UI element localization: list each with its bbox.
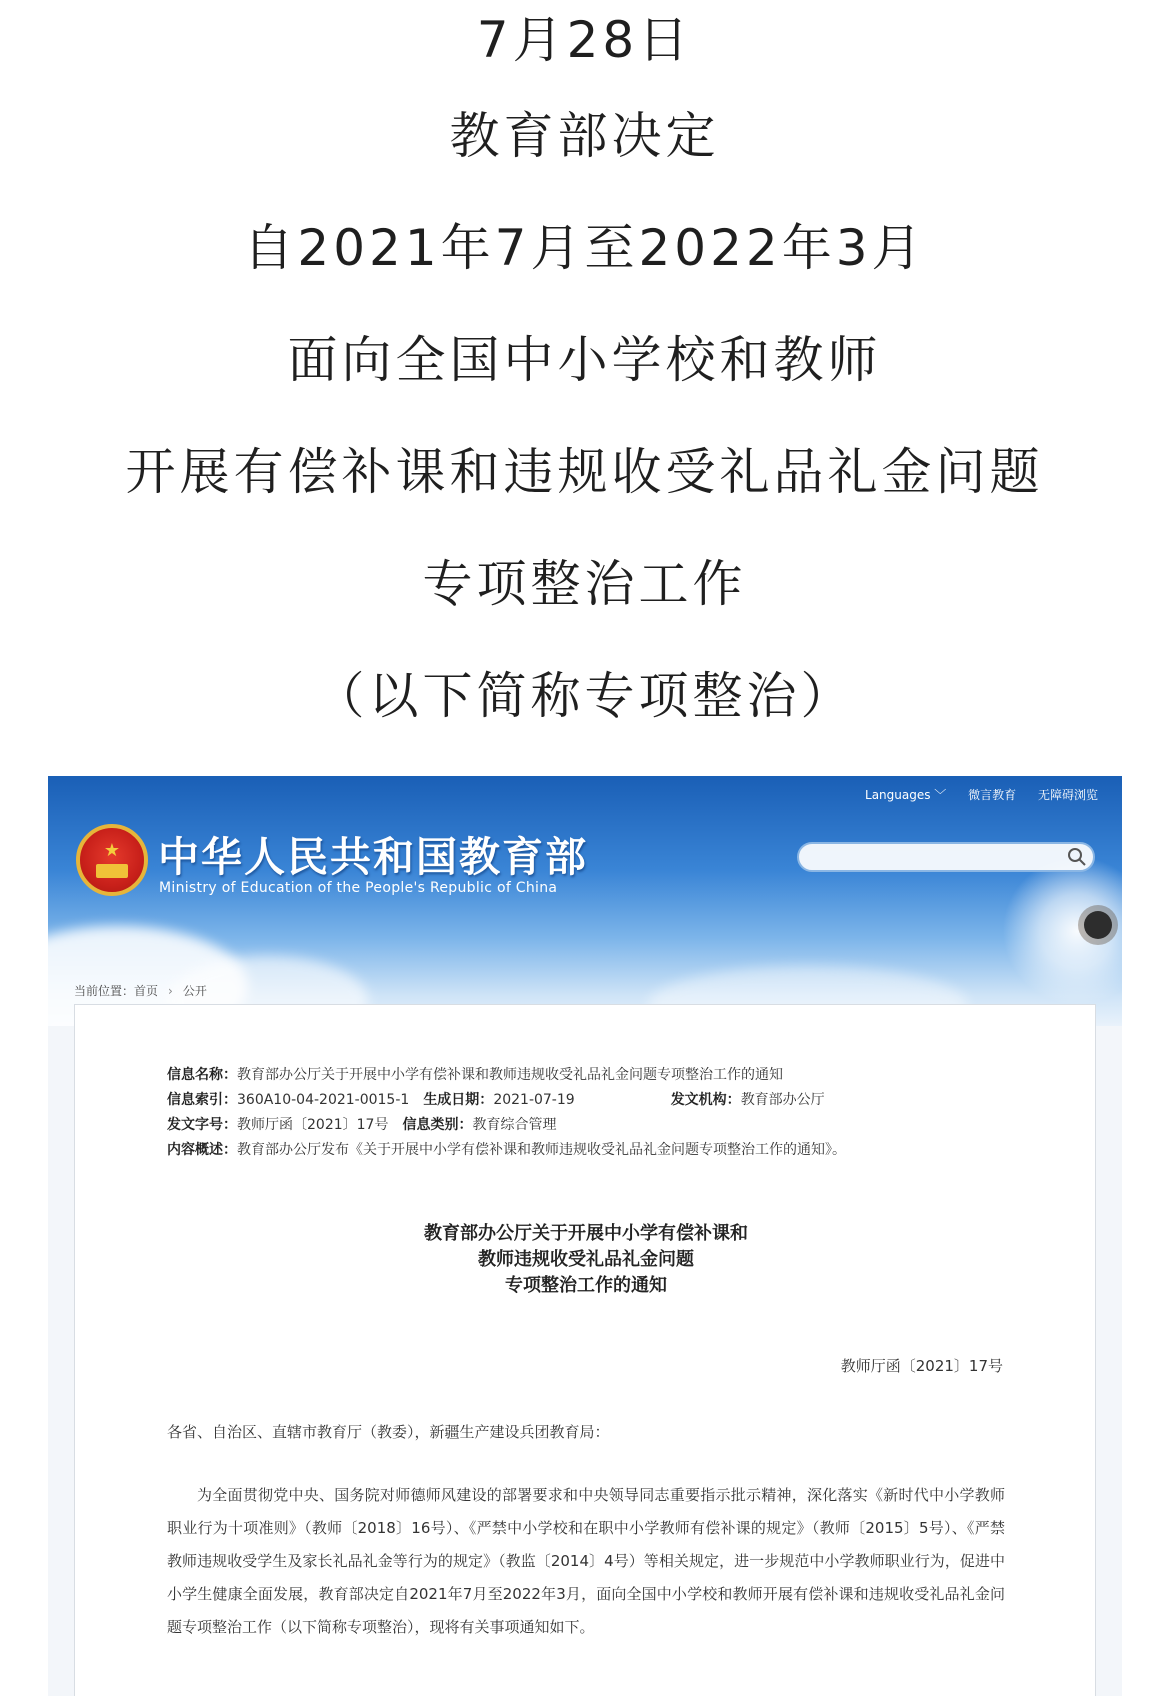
breadcrumb-separator: ›: [168, 984, 173, 998]
meta-date-label: 生成日期：: [423, 1092, 494, 1108]
document-title-line: 教师违规收受礼品礼金问题: [478, 1249, 694, 1270]
headline-line: 面向全国中小学校和教师: [287, 331, 882, 389]
site-title-en: Ministry of Education of the People's Republic of China: [159, 880, 558, 896]
breadcrumb-label: 当前位置：: [74, 984, 135, 998]
meta-row-summary: [167, 1138, 860, 1163]
languages-link[interactable]: Languages ﹀: [865, 788, 947, 802]
meta-type-value: 教育综合管理: [472, 1117, 557, 1133]
headline-line: 7月28日: [476, 11, 693, 69]
weiyan-link[interactable]: 微言教育: [968, 788, 1017, 802]
document-addressee: 各省、自治区、直辖市教育厅（教委），新疆生产建设兵团教育局：: [167, 1423, 610, 1441]
star-icon: ★: [103, 840, 121, 861]
meta-type-label: 信息类别：: [402, 1117, 473, 1133]
headline-line: 自2021年7月至2022年3月: [243, 219, 926, 277]
meta-ref-value: 教师厅函〔2021〕17号: [237, 1117, 389, 1133]
search-icon[interactable]: [1067, 847, 1087, 867]
breadcrumb-home-link[interactable]: 首页: [134, 984, 159, 998]
meta-ref-label: 发文字号：: [167, 1117, 237, 1133]
headline-line: 教育部决定: [449, 107, 720, 165]
dandelion-core-decoration: [1084, 911, 1112, 939]
website-screenshot: [48, 776, 1122, 1696]
document-body: 为全面贯彻党中央、国务院对师德师风建设的部署要求和中央领导同志重要指示批示精神，深化落实《新时代中小学教师职业行为十项准则》（教师〔2018〕16号）、《严禁中小学校和在职中小学教师有偿补课的规定》（教师〔2015〕5号）、《严禁教师违规收受学生及家长礼品礼金等行为的规定》（教监〔2014〕4号）等相关规定，进一步规范中小学教师职业行为，促进中小学生健康全面发展，教育部决定自2021年7月至2022年3月，面向全国中小学校和教师开展有偿补课和违规收受礼品礼金问题专项整治工作（以下简称专项整治），现将有关事项通知如下。: [167, 1486, 1005, 1636]
breadcrumb: [74, 982, 207, 999]
meta-index-label: 信息索引：: [167, 1092, 237, 1108]
meta-org-label: 发文机构：: [670, 1092, 741, 1108]
document-title-line: 专项整治工作的通知: [505, 1275, 667, 1296]
meta-row-ref: [167, 1113, 860, 1138]
meta-row-index: [167, 1088, 860, 1113]
document-panel: [74, 1004, 1096, 1696]
breadcrumb-current[interactable]: 公开: [182, 984, 207, 998]
document-title: [75, 1221, 1097, 1299]
headline-line: 专项整治工作: [422, 555, 747, 613]
site-title-cn[interactable]: 中华人民共和国教育部: [158, 833, 588, 881]
headline: [0, 0, 1169, 752]
search-input[interactable]: [797, 842, 1095, 872]
document-number: 教师厅函〔2021〕17号: [840, 1357, 1003, 1375]
meta-index-value: 360A10-04-2021-0015-1: [237, 1092, 410, 1108]
headline-line: 开展有偿补课和违规收受礼品礼金问题: [125, 443, 1044, 501]
top-links: [847, 786, 1098, 803]
meta-summary-value: 教育部办公厅发布《关于开展中小学有偿补课和教师违规收受礼品礼金问题专项整治工作的通知》。: [237, 1142, 846, 1158]
accessibility-link[interactable]: 无障碍浏览: [1037, 788, 1098, 802]
meta-org-value: 教育部办公厅: [740, 1092, 825, 1108]
headline-line: （以下简称专项整治）: [314, 667, 855, 725]
meta-name-value: 教育部办公厅关于开展中小学有偿补课和教师违规收受礼品礼金问题专项整治工作的通知: [237, 1067, 783, 1083]
meta-date-value: 2021-07-19: [493, 1092, 575, 1108]
meta-row-name: [167, 1063, 860, 1088]
document-title-line: 教育部办公厅关于开展中小学有偿补课和: [424, 1223, 748, 1244]
document-meta: [167, 1063, 860, 1163]
meta-name-label: 信息名称：: [167, 1067, 237, 1083]
gate-icon: [96, 864, 128, 878]
meta-summary-label: 内容概述：: [167, 1142, 237, 1158]
national-emblem-icon: [76, 824, 148, 896]
site-banner: [48, 776, 1122, 1026]
